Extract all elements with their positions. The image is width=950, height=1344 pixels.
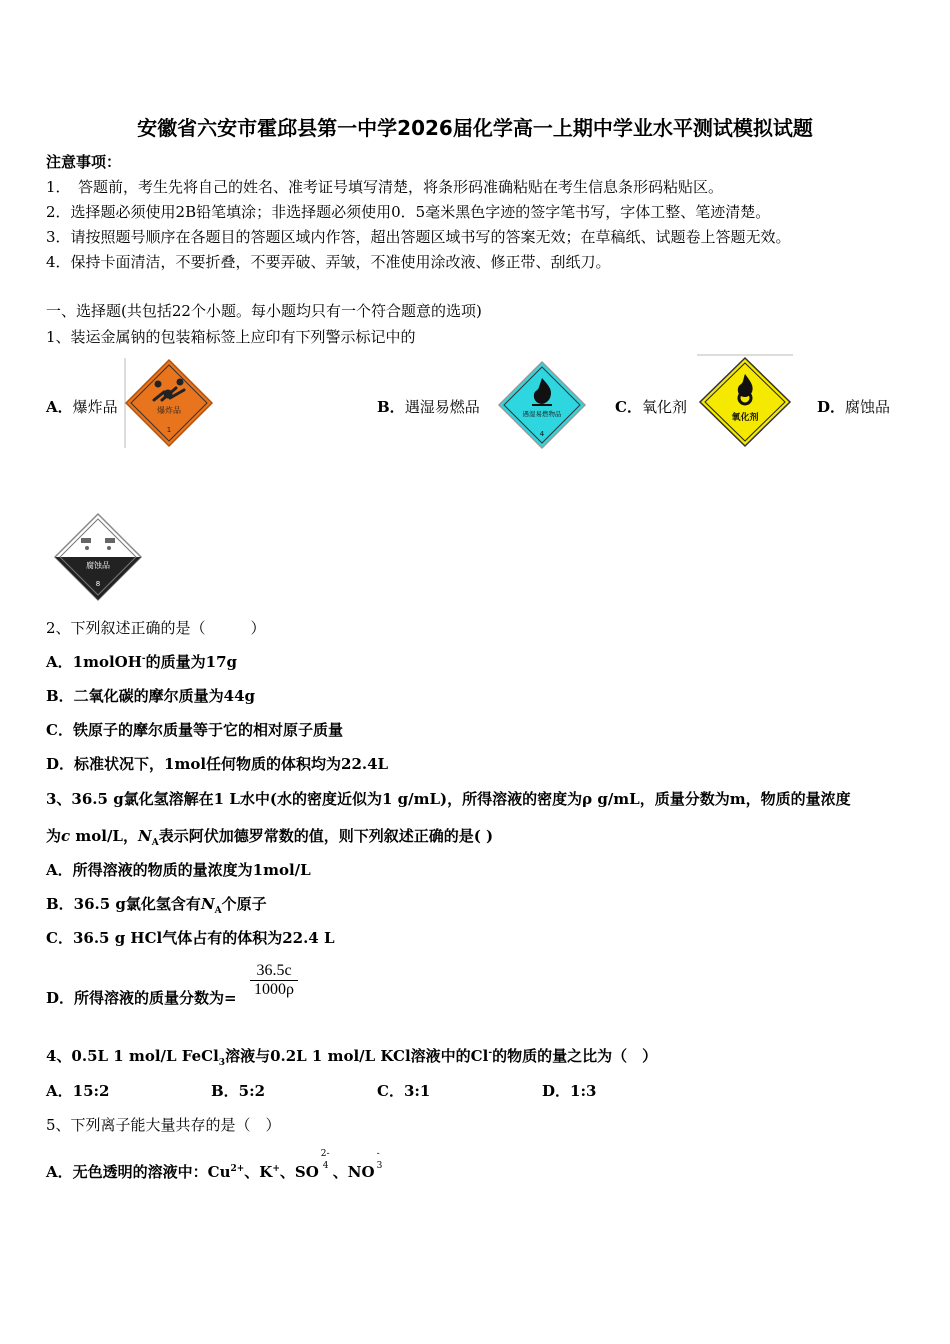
option-text: 、NO [332,1163,375,1181]
q5-option-a[interactable] [46,1149,385,1182]
q4-option-a[interactable]: A．15:2 [46,1082,110,1100]
q3-option-c[interactable]: C．36.5 g HCl气体占有的体积为22.4 L [46,929,335,947]
subscript: A [151,838,159,848]
option-text: 爆炸品 [72,398,118,416]
option-letter: D． [817,398,846,416]
question-1-stem: 1、装运金属钠的包装箱标签上应印有下列警示标记中的 [46,328,416,346]
question-4-stem [46,1045,657,1066]
question-3-stem-line1: 3、36.5 g氯化氢溶解在1 L水中(水的密度近似为1 g/mL)，所得溶液的密度为ρ g/mL，质量分数为m，物质的量浓度 [46,790,851,808]
stem-text: 的物质的量之比为（ ） [492,1047,658,1065]
fraction [250,962,298,999]
q2-option-c[interactable]: C．铁原子的摩尔质量等于它的相对原子质量 [46,721,343,739]
option-letter: C． [615,398,642,416]
question-2-stem: 2、下列叙述正确的是（ ） [46,619,266,637]
q3-option-a[interactable]: A．所得溶液的物质的量浓度为1mol/L [46,861,311,879]
q1-option-c[interactable] [615,396,687,417]
superscript: 2- [320,1149,330,1159]
notice-item: 2．选择题必须使用2B铅笔填涂；非选择题必须使用0．5毫米黑色字迹的签字笔书写，字体工整、笔迹清楚。 [46,203,771,221]
sign-class: 8 [95,580,101,588]
option-letter: A． [46,398,73,416]
option-text: A．1molOH [46,653,142,671]
sign-class: 4 [539,430,545,438]
q3-option-d[interactable]: D．所得溶液的质量分数为= [46,989,237,1007]
fraction-numerator: 36.5c [250,962,298,981]
corrosive-hazard-sign [53,512,143,602]
q1-option-d[interactable] [817,396,890,417]
option-text: 、K [244,1163,273,1181]
notice-heading: 注意事项： [46,153,122,171]
question-3-stem-line2 [46,825,493,846]
option-text: B．36.5 g氯化氢含有 [46,895,201,913]
notice-item: 1． 答题前，考生先将自己的姓名、准考证号填写清楚，将条形码准确粘贴在考生信息条形码粘贴区。 [46,178,724,196]
q4-option-b[interactable]: B．5:2 [211,1082,266,1100]
superscript: 2+ [230,1164,245,1174]
variable-na: N [137,827,152,845]
q3-option-b[interactable] [46,893,267,914]
oxidizer-hazard-sign [697,354,793,448]
option-text: 、SO [279,1163,319,1181]
superscript: - [376,1149,380,1159]
subscript: 4 [322,1161,329,1171]
option-text: A．无色透明的溶液中：Cu [46,1163,231,1181]
ion-charge [319,1149,333,1177]
water-reactive-hazard-sign [497,360,587,450]
subscript: A [214,906,222,916]
variable-c: c [61,827,71,845]
q1-option-a[interactable] [46,396,118,417]
q4-option-c[interactable]: C．3:1 [377,1082,431,1100]
fraction-denominator: 1000ρ [254,981,294,998]
option-text: 腐蚀品 [845,398,891,416]
variable-na: N [200,895,215,913]
subscript: 3 [218,1058,226,1068]
sign-label: 遇湿易燃物品 [522,410,562,418]
question-5-stem: 5、下列离子能大量共存的是（ ） [46,1116,281,1134]
sign-label: 腐蚀品 [86,561,110,570]
superscript: - [141,654,146,664]
page-title: 安徽省六安市霍邱县第一中学2026届化学高一上期中学业水平测试模拟试题 [137,116,813,140]
sign-label: 氧化剂 [731,413,759,423]
subscript: 3 [376,1161,383,1171]
option-text: 遇湿易燃品 [404,398,480,416]
option-text: 氧化剂 [641,398,687,416]
option-text: 个原子 [221,895,267,913]
superscript: - [488,1048,493,1058]
sign-label: 爆炸品 [157,406,181,415]
superscript: + [272,1164,280,1174]
stem-text: 表示阿伏加德罗常数的值，则下列叙述正确的是( ) [158,827,494,845]
section-heading: 一、选择题(共包括22个小题。每小题均只有一个符合题意的选项) [46,302,482,320]
q2-option-d[interactable]: D．标准状况下，1mol任何物质的体积均为22.4L [46,755,389,773]
stem-text: 溶液与0.2L 1 mol/L KCl溶液中的Cl [225,1047,489,1065]
stem-text: 为 [46,827,62,845]
notice-item: 4．保持卡面清洁，不要折叠，不要弄破、弄皱，不准使用涂改液、修正带、刮纸刀。 [46,253,611,271]
stem-text: mol/L， [70,827,138,845]
option-text: 的质量为17g [145,653,238,671]
q2-option-a[interactable] [46,651,237,672]
notice-item: 3．请按照题号顺序在各题目的答题区域内作答，超出答题区域书写的答案无效；在草稿纸、试题卷上答题无效。 [46,228,791,246]
explosive-hazard-sign [124,358,214,448]
ion-charge [375,1149,385,1177]
q4-option-d[interactable]: D．1:3 [542,1082,597,1100]
stem-text: 4、0.5L 1 mol/L FeCl [46,1047,219,1065]
q1-option-b[interactable] [377,396,480,417]
sign-class: 1 [166,426,172,434]
option-letter: B． [377,398,405,416]
q2-option-b[interactable]: B．二氧化碳的摩尔质量为44g [46,687,256,705]
